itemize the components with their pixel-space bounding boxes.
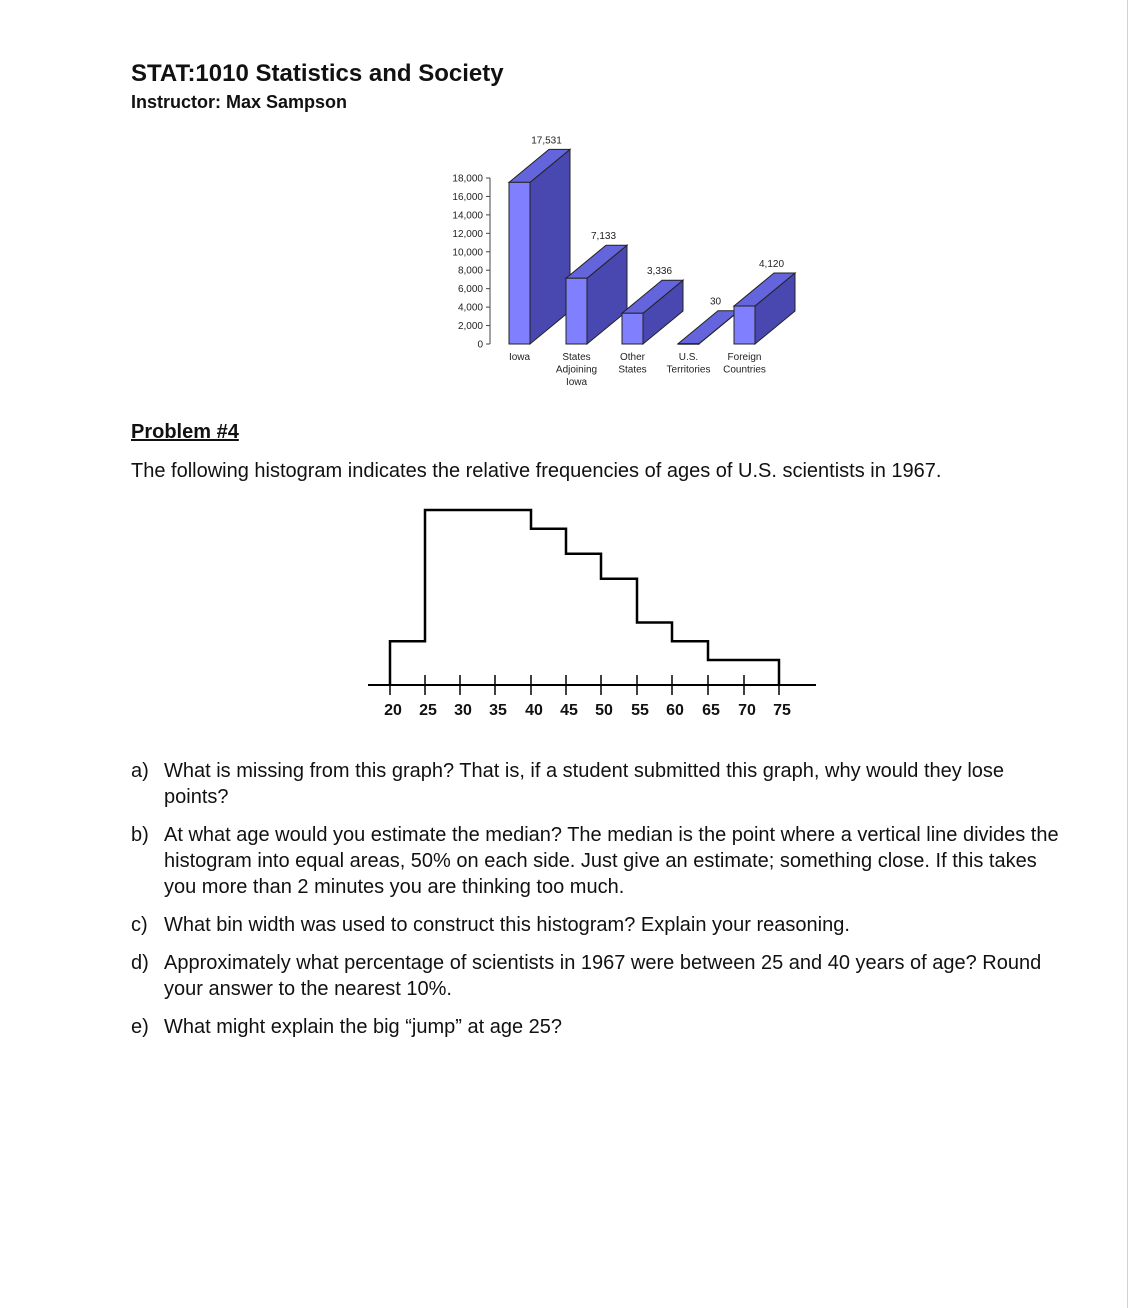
x-tick-label: 25 [419, 702, 437, 719]
x-category-label: Iowa [508, 352, 531, 363]
question-text: At what age would you estimate the median? The median is the point where a vertical line divides the histogram into equal areas, 50% on each side. Just give an estimate; something close. If this takes you more than 2 minutes you are thinking too much. [164, 824, 1059, 898]
bar-top [678, 311, 739, 344]
x-category-label: U.S. Territories [666, 352, 711, 376]
question-letter: d) [131, 952, 149, 974]
problem-title: Problem #4 [131, 421, 239, 443]
histogram-bar [601, 579, 637, 685]
bar [734, 306, 755, 344]
question-letter: a) [131, 760, 149, 782]
histogram-bar [566, 554, 601, 685]
x-tick-label: 55 [631, 702, 649, 719]
x-tick-label: 20 [384, 702, 402, 719]
bar-value-label: 30 [709, 296, 722, 308]
question-item [131, 912, 1061, 938]
histogram-bar [531, 529, 566, 685]
x-tick-label: 60 [666, 702, 684, 719]
bar [678, 344, 699, 345]
histogram-bar [637, 623, 672, 686]
x-category-label: Other States [618, 352, 647, 376]
x-tick-label: 50 [595, 702, 613, 719]
bar-value-label: 3,336 [646, 266, 673, 278]
histogram-bar [672, 641, 708, 685]
question-item [131, 758, 1061, 810]
problem-intro: The following histogram indicates the relative frequencies of ages of U.S. scientists in 1967. [131, 460, 942, 482]
question-text: Approximately what percentage of scientists in 1967 were between 25 and 40 years of age? Round your answer to the nearest 10%. [164, 952, 1042, 1000]
y-tick-label: 0 [477, 339, 483, 351]
x-category-label: States Adjoining Iowa [555, 352, 598, 388]
question-item [131, 950, 1061, 1002]
bar [622, 313, 643, 344]
question-item [131, 822, 1061, 900]
x-tick-label: 30 [454, 702, 472, 719]
question-list [131, 758, 1061, 1052]
question-letter: e) [131, 1016, 149, 1038]
question-letter: c) [131, 914, 148, 936]
bar-value-label: 17,531 [531, 135, 562, 147]
histogram-outline [390, 510, 779, 685]
course-title: STAT:1010 Statistics and Society [131, 60, 504, 87]
x-tick-label: 40 [525, 702, 543, 719]
x-tick-label: 75 [773, 702, 791, 719]
bar [509, 182, 530, 344]
bar-side [530, 149, 570, 344]
y-tick-label: 16,000 [452, 191, 483, 203]
question-letter: b) [131, 824, 149, 846]
question-item [131, 1014, 1061, 1040]
question-text: What is missing from this graph? That is, if a student submitted this graph, why would they lose points? [164, 760, 1005, 808]
y-tick-label: 10,000 [452, 247, 483, 259]
y-tick-label: 2,000 [457, 321, 483, 333]
histogram-bar [390, 641, 425, 685]
question-text: What might explain the big “jump” at age 25? [164, 1016, 562, 1038]
question-text: What bin width was used to construct this histogram? Explain your reasoning. [164, 914, 850, 936]
x-tick-label: 70 [738, 702, 756, 719]
x-tick-label: 65 [702, 702, 720, 719]
origin-bar-chart [0, 0, 1130, 400]
y-tick-label: 14,000 [452, 210, 483, 222]
y-tick-label: 8,000 [457, 265, 483, 277]
x-category-label: Foreign Countries [723, 352, 766, 376]
histogram-bar [425, 510, 531, 685]
histogram-bar [708, 660, 779, 685]
bar-value-label: 7,133 [590, 231, 617, 243]
y-tick-label: 6,000 [457, 284, 483, 296]
y-tick-label: 12,000 [452, 228, 483, 240]
bar [566, 278, 587, 344]
x-tick-label: 35 [489, 702, 507, 719]
x-tick-label: 45 [560, 702, 578, 719]
y-tick-label: 18,000 [452, 173, 483, 185]
bar-value-label: 4,120 [758, 259, 785, 271]
instructor-name: Instructor: Max Sampson [131, 92, 348, 112]
y-tick-label: 4,000 [457, 302, 483, 314]
